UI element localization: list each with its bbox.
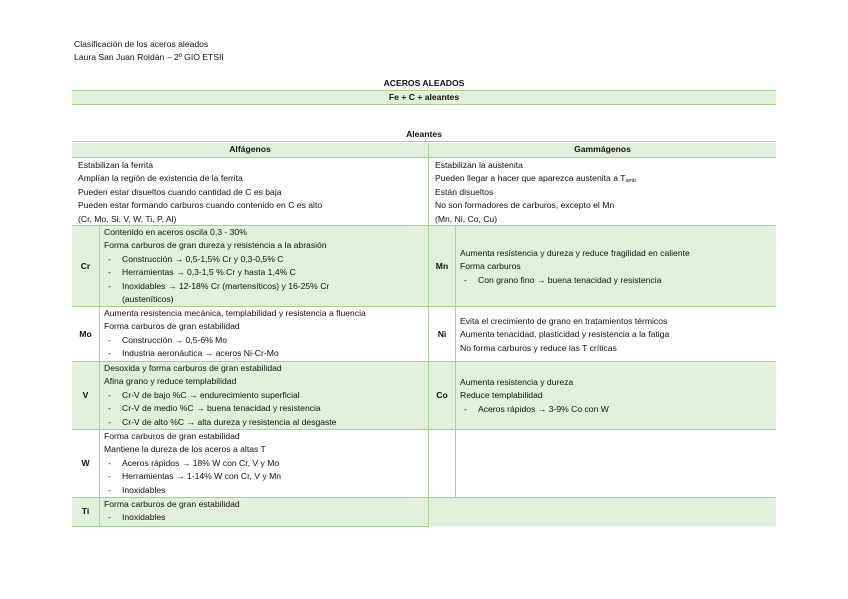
cr-description (104, 226, 329, 306)
mo-line: Aumenta resistencia mecánica, templabilidad y resistencia a fluencia (104, 308, 366, 318)
cr-bullet: - Herramientas → 0,3-1,5 % Cr y hasta 1,4% C (108, 267, 296, 278)
alfagenos-general (78, 159, 322, 226)
co-bullet: - Aceros rápidos → 3-9% Co con W (464, 403, 609, 414)
gammagenos-line: Estabilizan la austenita (435, 160, 523, 170)
mn-description (460, 247, 690, 287)
mn-line: Aumenta resistencia y dureza y reduce fragilidad en caliente (460, 248, 690, 258)
ni-line: No forma carburos y reduce las T críticas (460, 342, 617, 353)
co-description (460, 376, 609, 416)
element-symbol-ni: Ni (437, 329, 447, 339)
alfagenos-line: Pueden estar disueltos cuando cantidad de C es baja (78, 186, 282, 197)
w-bullet: - Aceros rápidos → 18% W con Cr, V y Mo (108, 457, 280, 468)
element-symbol-mn: Mn (435, 261, 449, 271)
formula-bar: Fe + C + aleantes (72, 91, 776, 105)
gammagenos-heading: Gammágenos (429, 143, 776, 158)
mo-bullet: - Industria aeronáutica → aceros Ni-Cr-Mo (108, 348, 279, 359)
element-symbol-w: W (81, 458, 90, 468)
gammagenos-line: Pueden llegar a hacer que aparezca austenita a $T_{amb}$ (435, 173, 637, 185)
mo-line: Forma carburos de gran estabilidad (104, 321, 240, 332)
alfagenos-line: (Cr, Mo, Si, V, W, Ti, P, Al) (78, 213, 177, 224)
v-bullet: - Cr-V de alto %C → alta dureza y resistencia al desgaste (108, 416, 337, 427)
w-line: Forma carburos de gran estabilidad (104, 431, 240, 441)
gammagenos-line: Están disueltos (435, 186, 494, 197)
gammagenos-line: (Mn, Ni, Co, Cu) (435, 213, 498, 224)
symbol-divider (99, 226, 100, 527)
v-bullet: - Cr-V de medio %C → buena tenacidad y resistencia (108, 403, 321, 414)
ni-line: Aumenta tenacidad, plasticidad y resistencia a la fatiga (460, 329, 670, 340)
ni-description (460, 315, 669, 355)
cr-bullet: - Construcción → 0,5-1,5% Cr y 0,3-0,5% C (108, 253, 284, 264)
cr-bullet-continuation: (austeníticos) (122, 294, 174, 305)
main-title: ACEROS ALEADOS (72, 77, 776, 91)
document-header (74, 38, 224, 63)
w-line: Mantiene la dureza de los aceros a altas T (104, 444, 266, 455)
document-author: Laura San Juan Roldán – 2º GIO ETSII (74, 51, 224, 62)
v-line: Afina grano y reduce templabilidad (104, 376, 237, 387)
mo-bullet: - Construcción → 0,5-6% Mo (108, 334, 228, 345)
alfagenos-line: Estabilizan la ferrita (78, 160, 153, 170)
alfagenos-line: Amplían la región de existencia de la ferrita (78, 173, 243, 184)
mo-description (104, 307, 366, 361)
ti-bullet: - Inoxidables (108, 512, 166, 523)
cr-bullet: - Inoxidables → 12-18% Cr (martensíticos) y 16-25% Cr (108, 280, 330, 291)
alfagenos-heading: Alfágenos (72, 143, 428, 158)
element-symbol-mo: Mo (79, 329, 92, 339)
ambient-subscript: amb (625, 178, 637, 185)
cr-line: Contenido en aceros oscila 0,3 - 30% (104, 227, 247, 237)
v-line: Desoxida y forma carburos de gran estabilidad (104, 363, 282, 373)
mn-line: Forma carburos (460, 261, 521, 272)
gammagenos-line: No son formadores de carburos, excepto el Mn (435, 200, 615, 211)
element-symbol-co: Co (436, 390, 448, 400)
mn-bullet: - Con grano fino → buena tenacidad y resistencia (464, 274, 662, 285)
w-bullet: - Inoxidables (108, 484, 166, 495)
row-divider (72, 526, 428, 527)
ti-description (104, 498, 240, 525)
symbol-divider (455, 226, 456, 497)
section-title: Aleantes (72, 128, 776, 142)
co-line: Aumenta resistencia y dureza (460, 377, 574, 387)
co-line: Reduce templabilidad (460, 390, 543, 401)
document-title: Clasificación de los aceros aleados (74, 39, 209, 49)
alfagenos-line: Pueden estar formando carburos cuando contenido en C es alto (78, 200, 323, 211)
v-description (104, 362, 336, 429)
ti-line: Forma carburos de gran estabilidad (104, 499, 240, 509)
v-bullet: - Cr-V de bajo %C → endurecimiento superficial (108, 389, 300, 400)
w-bullet: - Herramientas → 1-14% W con Cr, V y Mn (108, 471, 282, 482)
gammagenos-general (435, 159, 636, 226)
ni-line: Evita el crecimiento de grano en tratamientos térmicos (460, 316, 668, 326)
element-symbol-cr: Cr (80, 261, 91, 271)
element-symbol-ti: Ti (81, 506, 90, 516)
w-description (104, 430, 281, 497)
cr-line: Forma carburos de gran dureza y resistencia a la abrasión (104, 240, 327, 251)
element-symbol-v: V (82, 390, 89, 400)
